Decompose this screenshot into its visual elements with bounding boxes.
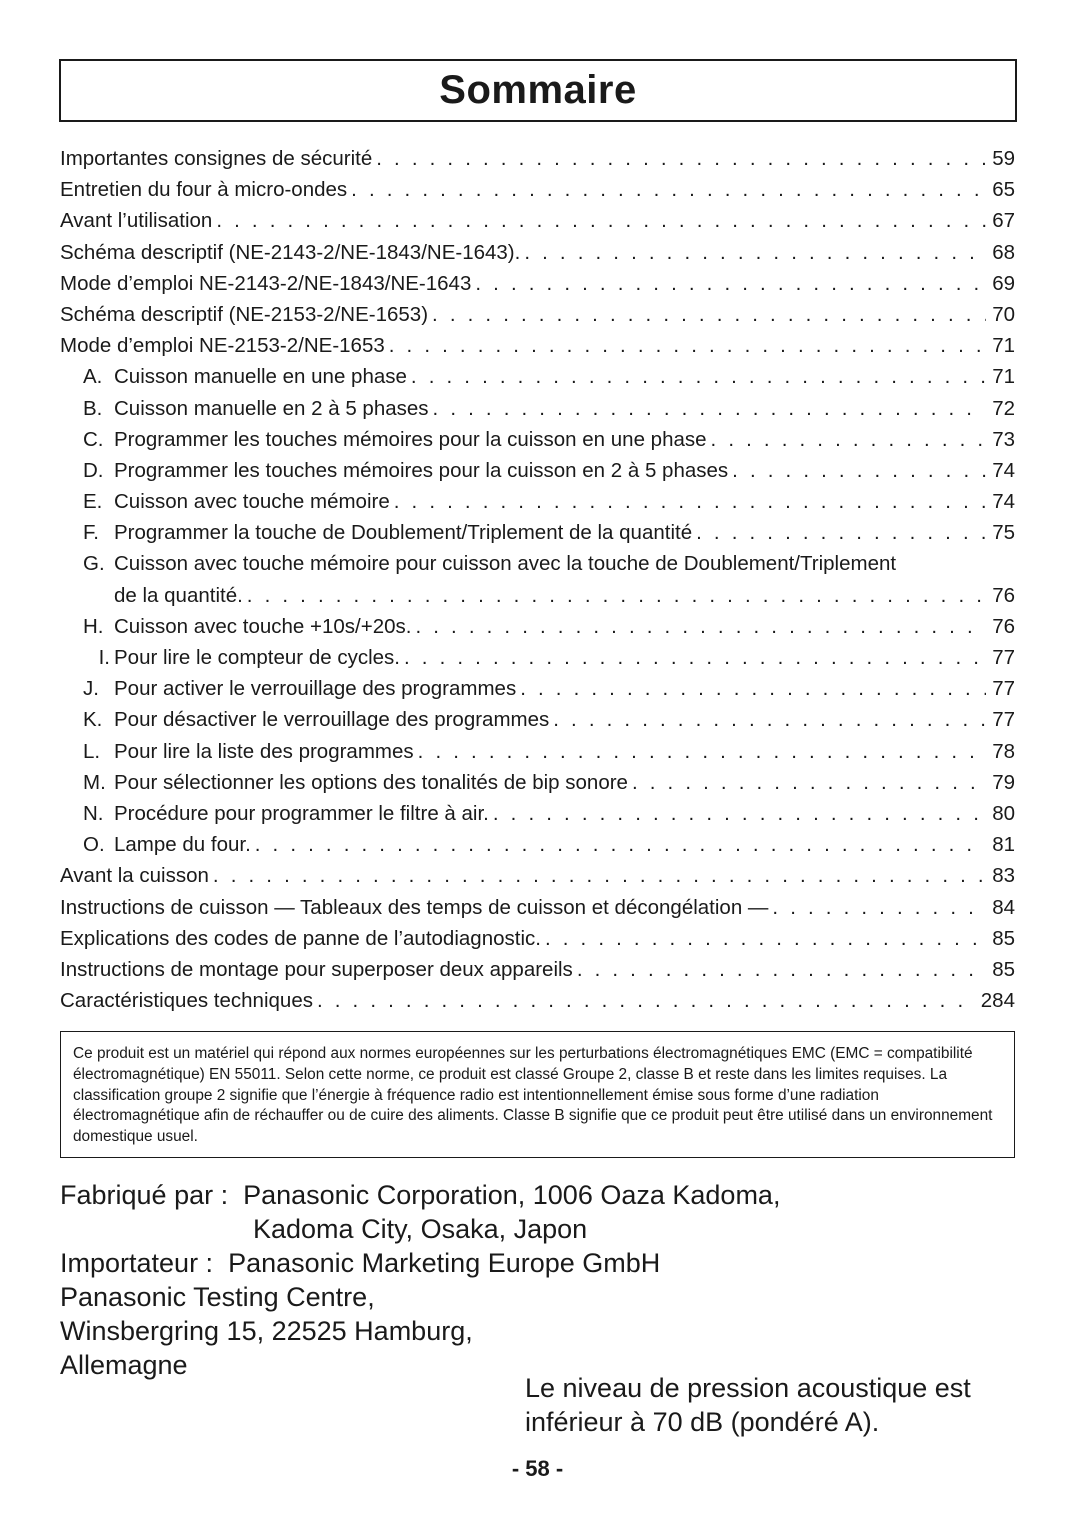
toc-entry-page: 59 [992, 147, 1015, 170]
toc-subentry-page: 78 [992, 739, 1015, 763]
toc-subentry[interactable] [60, 767, 1015, 798]
acoustic-line1: Le niveau de pression acoustique est [525, 1373, 971, 1403]
toc-subentry-letter: F. [83, 521, 99, 545]
leader-dots [247, 580, 986, 611]
leader-dots [255, 829, 986, 860]
toc-subentry-label: Programmer les touches mémoires pour la cuisson en une phase [114, 427, 707, 451]
toc-subentry-letter: L. [83, 739, 101, 763]
toc-entry-page: 69 [992, 271, 1015, 295]
toc-subentry-page: 71 [992, 365, 1015, 389]
leader-dots [213, 860, 986, 891]
toc-subentry-label: Programmer la touche de Doublement/Triplement de la quantité [114, 521, 693, 545]
toc-subentry-letter: D. [83, 458, 104, 482]
manufacturer-row [60, 1178, 960, 1212]
toc-entry-page: 70 [992, 302, 1015, 326]
leader-dots [317, 985, 975, 1016]
toc-subentry-label: Cuisson manuelle en 2 à 5 phases [114, 396, 429, 420]
toc-entry-page: 284 [980, 989, 1015, 1013]
manufacturer-info [60, 1178, 960, 1382]
toc-subentry-letter: B. [83, 396, 103, 420]
toc-subentry-page: 74 [992, 458, 1015, 482]
toc-subentry-page: 74 [992, 490, 1015, 514]
leader-dots [376, 143, 986, 174]
leader-dots [415, 611, 986, 642]
toc-entry-page: 67 [992, 209, 1015, 233]
toc-subentry-label: Cuisson avec touche mémoire pour cuisson avec la touche de Doublement/Triplement [114, 552, 897, 576]
toc-entry[interactable] [60, 923, 1015, 954]
toc-subentry-page: 77 [992, 677, 1015, 701]
emc-notice-text: Ce produit est un matériel qui répond aux normes européennes sur les perturbations électromagnétiques EMC (EMC = compatibilité électromagnétique) EN 55011. Selon cette norme, ce produit est classé Groupe 2, classe B et reste dans les limites requises. La classification groupe 2 signifie que l’énergie à fréquence radio est intentionnellement émise sous forme d’une radiation électromagnétique afin de réchauffer ou de cuire des aliments. Classe B signifie que ce produit peut être utilisé dans un environnement domestique usuel. [73, 1045, 993, 1146]
toc-subentry[interactable] [60, 393, 1015, 424]
toc-subentry-letter: K. [83, 708, 103, 732]
toc-entry-page: 71 [992, 334, 1015, 358]
toc-subentry[interactable] [60, 611, 1015, 642]
leader-dots [632, 767, 986, 798]
toc-subentry-page: 76 [992, 614, 1015, 638]
toc-subentry-page: 72 [992, 396, 1015, 420]
toc-subentry[interactable] [60, 829, 1015, 860]
toc-subentry-letter: J. [83, 677, 99, 701]
toc-subentry-page: 79 [992, 770, 1015, 794]
acoustic-line2: inférieur à 70 dB (pondéré A). [525, 1407, 880, 1437]
toc-subentry[interactable] [60, 548, 1015, 579]
leader-dots [433, 393, 987, 424]
made-by-label: Fabriqué par : [60, 1180, 229, 1210]
importer-line4: Allemagne [60, 1350, 188, 1380]
leader-dots [772, 892, 986, 923]
table-of-contents [60, 143, 1015, 1016]
toc-subentry-letter: M. [83, 770, 106, 794]
toc-subentry[interactable] [60, 517, 1015, 548]
importer-line2: Panasonic Testing Centre, [60, 1282, 375, 1312]
toc-subentry-page: 81 [992, 833, 1015, 857]
importer-name: Panasonic Marketing Europe GmbH [228, 1248, 661, 1278]
leader-dots [553, 704, 986, 735]
leader-dots [432, 299, 986, 330]
page-number: - 58 - [511, 1456, 564, 1481]
toc-subentry-label: Pour lire la liste des programmes [114, 739, 414, 763]
made-by-line1: Panasonic Corporation, 1006 Oaza Kadoma, [243, 1180, 781, 1210]
toc-entry-page: 85 [992, 957, 1015, 981]
title-box [59, 59, 1017, 122]
toc-subentry-label: Cuisson avec touche +10s/+20s. [114, 614, 412, 638]
toc-subentry[interactable] [60, 455, 1015, 486]
toc-entry-label: Explications des codes de panne de l’autodiagnostic. [60, 926, 541, 950]
toc-subentry[interactable] [60, 642, 1015, 673]
leader-dots [389, 330, 986, 361]
toc-subentry-page: 77 [992, 708, 1015, 732]
toc-subentry[interactable] [60, 424, 1015, 455]
toc-subentry-page: 77 [992, 646, 1015, 669]
toc-subentry-letter: C. [83, 427, 104, 451]
leader-dots [475, 268, 986, 299]
toc-entry-page: 84 [992, 895, 1015, 919]
leader-dots [545, 923, 986, 954]
toc-subentry-letter: O. [83, 833, 105, 857]
toc-subentry[interactable] [60, 361, 1015, 392]
toc-subentry-label: Pour désactiver le verrouillage des programmes [114, 708, 550, 732]
toc-subentry-label: Lampe du four. [114, 833, 251, 857]
toc-subentry-label: Pour lire le compteur de cycles. [114, 646, 400, 669]
toc-entry[interactable] [60, 143, 1015, 174]
toc-subentry-letter: G. [83, 552, 105, 576]
importer-label: Importateur : [60, 1248, 214, 1278]
toc-subentry-label: Programmer les touches mémoires pour la cuisson en 2 à 5 phases [114, 458, 729, 482]
leader-dots [711, 424, 987, 455]
toc-entry-label: Mode d’emploi NE-2153-2/NE-1653 [60, 334, 385, 358]
leader-dots [418, 736, 987, 767]
leader-dots [404, 642, 986, 673]
toc-subentry-letter: A. [83, 365, 103, 389]
leader-dots [524, 237, 986, 268]
toc-entry-page: 65 [992, 178, 1015, 202]
toc-entry-label: Instructions de montage pour superposer deux appareils [60, 957, 573, 981]
toc-entry-page: 83 [992, 864, 1015, 888]
toc-subentry-label: Cuisson avec touche mémoire [114, 490, 390, 514]
toc-entry-label: Entretien du four à micro-ondes [60, 178, 348, 202]
toc-entry[interactable] [60, 299, 1015, 330]
leader-dots [732, 455, 986, 486]
leader-dots [351, 174, 986, 205]
toc-subentry[interactable] [60, 673, 1015, 704]
toc-entry[interactable] [60, 985, 1015, 1016]
toc-entry-page: 85 [992, 926, 1015, 950]
toc-entry[interactable] [60, 860, 1015, 891]
toc-subentry[interactable] [60, 798, 1015, 829]
leader-dots [216, 205, 986, 236]
toc-subentry-label: Procédure pour programmer le filtre à air. [114, 801, 489, 825]
toc-entry[interactable] [60, 237, 1015, 268]
toc-entry-label: Schéma descriptif (NE-2153-2/NE-1653) [60, 302, 429, 326]
leader-dots [520, 673, 986, 704]
toc-subentry-label: Pour sélectionner les options des tonalités de bip sonore [114, 770, 628, 794]
toc-subentry-letter: E. [83, 490, 103, 514]
toc-entry[interactable] [60, 268, 1015, 299]
toc-subentry-page: 80 [992, 801, 1015, 825]
acoustic-statement [525, 1371, 1045, 1439]
toc-entry[interactable] [60, 174, 1015, 205]
toc-entry[interactable] [60, 330, 1015, 361]
toc-subentry[interactable] [60, 736, 1015, 767]
toc-subentry-label: Pour activer le verrouillage des programmes [114, 677, 517, 701]
toc-entry-label: Mode d’emploi NE-2143-2/NE-1843/NE-1643 [60, 271, 472, 295]
emc-notice [60, 1031, 1015, 1158]
toc-subentry[interactable] [60, 704, 1015, 735]
toc-subentry-label: de la quantité. [114, 583, 243, 607]
toc-entry-label: Schéma descriptif (NE-2143-2/NE-1843/NE-1643). [60, 240, 521, 264]
toc-subentry-label: Cuisson manuelle en une phase [114, 365, 407, 389]
toc-subentry-page: 75 [992, 521, 1015, 545]
toc-entry[interactable] [60, 892, 1015, 923]
toc-subentry-continuation[interactable] [60, 580, 1015, 611]
toc-subentry-letter: N. [83, 801, 104, 825]
importer-row [60, 1246, 960, 1280]
toc-subentry-letter: H. [83, 614, 104, 638]
leader-dots [411, 361, 986, 392]
toc-entry-page: 68 [992, 240, 1015, 264]
toc-entry-label: Instructions de cuisson — Tableaux des temps de cuisson et décongélation — [60, 895, 769, 919]
toc-entry[interactable] [60, 205, 1015, 236]
toc-subentry-page: 76 [992, 583, 1015, 607]
toc-entry-label: Avant la cuisson [60, 864, 209, 888]
toc-entry-label: Avant l’utilisation [60, 209, 213, 233]
leader-dots [394, 486, 986, 517]
toc-subentry[interactable] [60, 486, 1015, 517]
toc-subentry-page: 73 [992, 427, 1015, 451]
toc-entry-label: Caractéristiques techniques [60, 989, 313, 1013]
toc-subentry-letter: I. [98, 646, 110, 669]
made-by-line2: Kadoma City, Osaka, Japon [253, 1214, 588, 1244]
toc-entry-label: Importantes consignes de sécurité [60, 147, 373, 170]
leader-dots [493, 798, 986, 829]
importer-line3: Winsbergring 15, 22525 Hamburg, [60, 1316, 473, 1346]
leader-dots [696, 517, 986, 548]
leader-dots [577, 954, 986, 985]
page-title: Sommaire [439, 68, 637, 112]
toc-entry[interactable] [60, 954, 1015, 985]
